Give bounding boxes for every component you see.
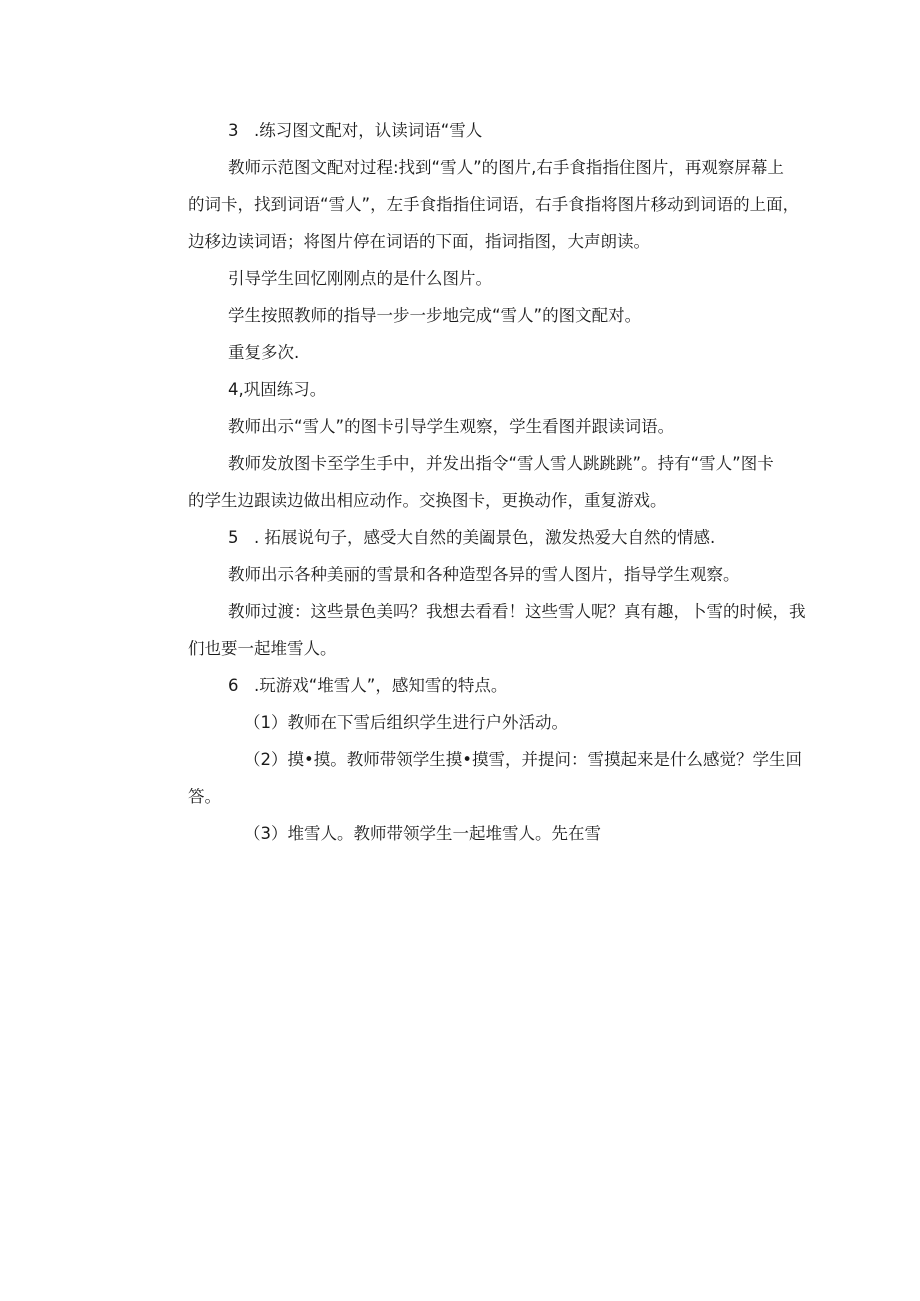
paragraph-line: 们也要一起堆雪人。 bbox=[188, 639, 337, 658]
paragraph-line: 的词卡，找到词语“雪人”，左手食指指住词语，右手食指将图片移动到词语的上面， bbox=[188, 195, 800, 214]
list-item: （2）摸•摸。教师带领学生摸•摸雪，并提问：雪摸起来是什么感觉？学生回 bbox=[244, 750, 802, 769]
step-title: .玩游戏“堆雪人”，感知雪的特点。 bbox=[254, 676, 508, 695]
step-number: 5 bbox=[228, 528, 239, 547]
paragraph-line: 教师过渡：这些景色美吗？我想去看看！这些雪人呢？真有趣，卜雪的时候，我 bbox=[228, 602, 806, 621]
paragraph-line: 引导学生回忆刚刚点的是什么图片。 bbox=[228, 269, 492, 288]
step-number: 6 bbox=[228, 676, 239, 695]
paragraph-line: 的学生边跟读边做出相应动作。交换图卡，更换动作，重复游戏。 bbox=[188, 491, 667, 510]
list-item: （1）教师在下雪后组织学生进行户外活动。 bbox=[244, 713, 568, 732]
paragraph-line: 教师出示各种美丽的雪景和各种造型各异的雪人图片，指导学生观察。 bbox=[228, 565, 740, 584]
paragraph-line: 边移边读词语；将图片停在词语的下面，指词指图，大声朗读。 bbox=[188, 232, 650, 251]
step-title: . 拓展说句子，感受大自然的美阖景色，激发热爱大自然的情感. bbox=[254, 528, 716, 547]
list-item-continuation: 答。 bbox=[188, 787, 221, 806]
paragraph-line: 教师发放图卡至学生手中，并发出指令“雪人雪人跳跳跳”。持有“雪人”图卡 bbox=[228, 454, 774, 473]
list-item: （3）堆雪人。教师带领学生一起堆雪人。先在雪 bbox=[244, 824, 601, 843]
paragraph-line: 教师出示“雪人”的图卡引导学生观察，学生看图并跟读词语。 bbox=[228, 417, 675, 436]
step-5-heading bbox=[228, 519, 864, 557]
paragraph-line: 学生按照教师的指导一步一步地完成“雪人”的图文配对。 bbox=[228, 306, 642, 325]
step-6-heading bbox=[228, 667, 864, 705]
step-3-heading bbox=[228, 112, 864, 150]
paragraph-line: 重复多次. bbox=[228, 343, 300, 362]
step-4-heading: 4,巩固练习。 bbox=[228, 380, 327, 399]
step-number: 3 bbox=[228, 121, 239, 140]
step-title: .练习图文配对，认读词语“雪人 bbox=[254, 121, 483, 140]
paragraph-line: 教师示范图文配对过程:找到“雪人”的图片,右手食指指住图片，再观察屏幕上 bbox=[228, 158, 784, 177]
